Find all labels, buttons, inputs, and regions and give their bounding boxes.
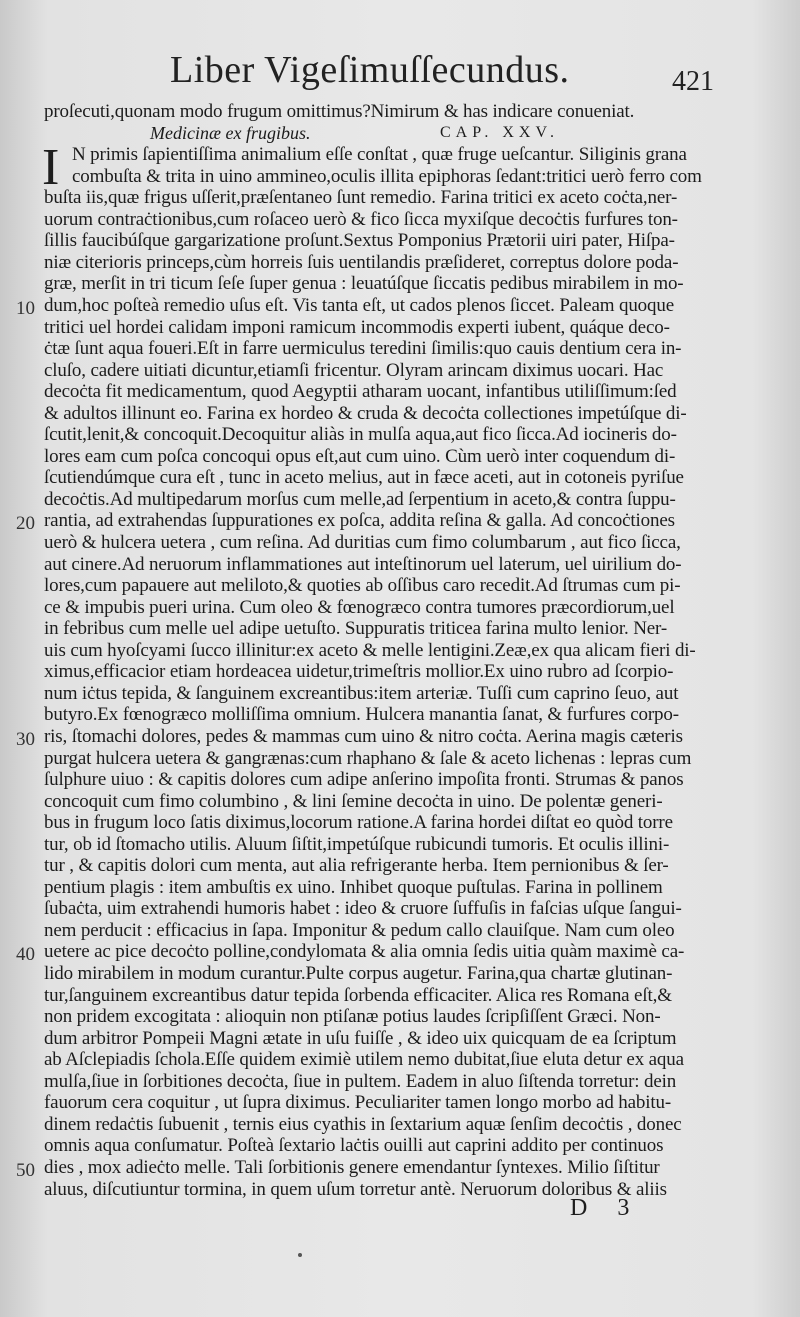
- text-line: dum arbitror Pompeii Magni ætate in uſu fuiſſe , & ideo uix quicquam de ea ſcriptum: [44, 1027, 677, 1049]
- running-head-title: Liber Vigeſimuſſecundus.: [170, 49, 570, 91]
- text-line: in febribus cum melle uel adipe uetuſto. Suppuratis triticea farina multo lenior. Ner-: [44, 618, 668, 640]
- margin-line-number: 30: [16, 728, 35, 750]
- drop-cap: I: [42, 139, 60, 196]
- text-line: ſulphure uiuo : & capitis dolores cum adipe anſerino impoſita fronti. Strumas & panos: [44, 769, 684, 791]
- text-line: combuſta & trita in uino ammineo,oculis illita epiphoras ſedant:tritici uerò ferro com: [72, 165, 702, 187]
- text-line: niæ citerioris princeps,cùm horreis ſuis uentilandis præſideret, correptus dolore poda-: [44, 251, 679, 273]
- text-line: bus in frugum loco ſatis diximus,locorum ratione.A farina hordei diſtat eo quòd torre: [44, 812, 673, 834]
- text-line: cluſo, cadere uitiati dicuntur,etiamſi fricentur. Olyram arincam diximus uocari. Hac: [44, 359, 664, 381]
- text-line: ris, ſtomachi dolores, pedes & mammas cum uino & nitro coċta. Aerina magis cæteris: [44, 725, 683, 747]
- text-line: decoċta fit medicamentum, quod Aegyptii atharam uocant, infantibus utiliſſimum:ſed: [44, 381, 677, 403]
- text-line: & adultos illinunt eo. Farina ex hordeo & cruda & decoċta collectiones impetúſque di-: [44, 402, 687, 424]
- ink-dot: [298, 1253, 302, 1257]
- text-line: decoċtis.Ad multipedarum morſus cum melle,ad ſerpentium in aceto,& contra ſuppu-: [44, 488, 676, 510]
- text-line: aut cinere.Ad neruorum inflammationes aut inteſtinorum uel laterum, uel uirilium do-: [44, 553, 682, 575]
- text-line: rantia, ad extrahendas ſuppurationes ex poſca, addita reſina & galla. Ad concoċtiones: [44, 510, 675, 532]
- text-line: pentium plagis : item ambuſtis ex uino. Inhibet quoque puſtulas. Farina in pollinem: [44, 876, 663, 898]
- text-line: ximus,efficacior etiam hordeacea uidetur,trimeſtris mollior.Ex uino rubro ad ſcorpio-: [44, 661, 674, 683]
- text-line: nem perducit : efficacius in ſapa. Imponitur & pedum callo clauiſque. Nam cum oleo: [44, 919, 675, 941]
- text-line: aluus, diſcutiuntur tormina, in quem uſum torretur antè. Neruorum doloribus & aliis: [44, 1178, 667, 1200]
- text-line: tur, ob id ſtomacho utilis. Aluum ſiſtit,impetúſque rubicundi tumoris. Et oculis illini-: [44, 833, 670, 855]
- signature-mark: D 3: [570, 1195, 642, 1221]
- text-line: ċtæ ſunt aqua foueri.Eſt in farre uermiculus teredini ſimilis:quo cauis dentium cera in-: [44, 338, 682, 360]
- text-line: purgat hulcera uetera & gangrænas:cum rhaphano & ſale & aceto lichenas : lepras cum: [44, 747, 692, 769]
- text-line: proſecuti,quonam modo frugum omittimus?Nimirum & has indicare conueniat.: [44, 101, 635, 122]
- text-line: concoquit cum fimo columbino , & lini ſemine decoċta in uino. De polentæ generi-: [44, 790, 663, 812]
- margin-line-number: 50: [16, 1159, 35, 1181]
- text-line: ab Aſclepiadis ſchola.Eſſe quidem eximiè utilem nemo dubitat,ſiue eluta detur ex aqua: [44, 1049, 684, 1071]
- text-line: ſcutit,lenit,& concoquit.Decoquitur aliàs in mulſa aqua,aut fico ſicca.Ad iocineris do-: [44, 424, 677, 446]
- text-line: tur,ſanguinem excreantibus datur tepida ſorbenda efficaciter. Alica res Romana eſt,&: [44, 984, 672, 1006]
- text-line: ſcutiendúmque cura eſt , tunc in aceto melius, aut in fæce aceti, aut in cotoneis pyriſue: [44, 467, 684, 489]
- text-line: ſillis faucibúſque gargarizatione proſunt.Sextus Pomponius Prætorii uiri pater, Hiſpa-: [44, 230, 675, 252]
- text-line: tritici uel hordei calidam imponi ramicum incommodis experti iubent, quáque deco-: [44, 316, 670, 338]
- text-line: dinem redaċtis ſubuenit , ternis eius cyathis in ſextarium aquæ ſenſim decoċtis , donec: [44, 1113, 682, 1135]
- chapter-label: CAP. XXV.: [440, 124, 559, 141]
- margin-line-number: 20: [16, 513, 35, 535]
- text-line: fauorum cera coquitur , ut ſupra diximus. Peculiariter tamen longo morbo ad habitu-: [44, 1092, 672, 1114]
- text-line: uerò & hulcera uetera , cum reſina. Ad duritias cum fimo columbarum , aut fico ſicca,: [44, 532, 681, 553]
- text-line: num iċtus tepida, & ſanguinem excreantibus:item arteriæ. Tuſſi cum caprino ſeuo, aut: [44, 682, 679, 704]
- margin-line-number: 10: [16, 297, 35, 319]
- text-line: ſubaċta, uim extrahendi humoris habet : ideo & cruore ſuffuſis in faſcias uſque ſangui-: [44, 898, 682, 920]
- text-line: buſta iis,quæ frigus uſſerit,præſentaneo ſunt remedio. Farina tritici ex aceto coċta,ner-: [44, 187, 678, 209]
- text-line: dies , mox adieċto melle. Tali ſorbitionis genere emendantur ſyntexes. Milio ſiſtitur: [44, 1156, 660, 1178]
- text-line: lores eam cum poſca concoqui opus eſt,aut cum uino. Cùm uerò inter coquendum di-: [44, 445, 676, 467]
- text-line: non pridem excogitata : alioquin non ptiſanæ potius laudes ſcripſiſſent Græci. Non-: [44, 1006, 661, 1028]
- text-line: uorum contraċtionibus,cum roſaceo uerò & fico ſicca myxiſque decoċtis furfures ton-: [44, 208, 678, 230]
- margin-line-number: 40: [16, 944, 35, 966]
- text-line: dum,hoc poſteà remedio uſus eſt. Vis tanta eſt, ut cados plenos ſiccet. Paleam quoque: [44, 294, 675, 316]
- text-line: ce & impubis pueri urina. Cum oleo & fœnogræco contra tumores præcordiorum,uel: [44, 596, 675, 618]
- text-line: mulſa,ſiue in ſorbitiones decoċta, ſiue in pultem. Eadem in aluo ſiſtenda torretur: dein: [44, 1070, 677, 1092]
- text-line: græ, merſit in tri ticum ſeſe ſuper genua : leuatúſque ſiccatis pedibus mirabilem in mo-: [44, 273, 684, 295]
- text-line: lores,cum papauere aut meliloto,& quoties ab oſſibus caro recedit.Ad ſtrumas cum pi-: [44, 575, 681, 597]
- text-line: uis cum hyoſcyami ſucco illinitur:ex aceto & melle lentigini.Zeæ,ex qua alicam fieri di-: [44, 639, 696, 661]
- text-line: butyro.Ex fœnogræco molliſſima omnium. Hulcera manantia ſanat, & furfures corpo-: [44, 704, 679, 726]
- text-line: uetere ac pice decoċto polline,condylomata & alia omnia ſedis uitia quàm maximè ca-: [44, 941, 685, 963]
- text-line: lido mirabilem in modum curantur.Pulte corpus augetur. Farina,qua chartæ glutinan-: [44, 963, 673, 984]
- text-line: tur , & capitis dolori cum menta, aut alia refrigerante herba. Item pernionibus & ſer-: [44, 855, 669, 877]
- page-number: 421: [672, 66, 714, 97]
- text-line: omnis aqua conſumatur. Poſteà ſextario laċtis ouilli aut caprini addito per continuos: [44, 1135, 664, 1157]
- chapter-title: Medicinæ ex frugibus.: [150, 123, 311, 143]
- text-line: N primis ſapientiſſima animalium eſſe conſtat , quæ fruge ueſcantur. Siliginis grana: [72, 144, 687, 166]
